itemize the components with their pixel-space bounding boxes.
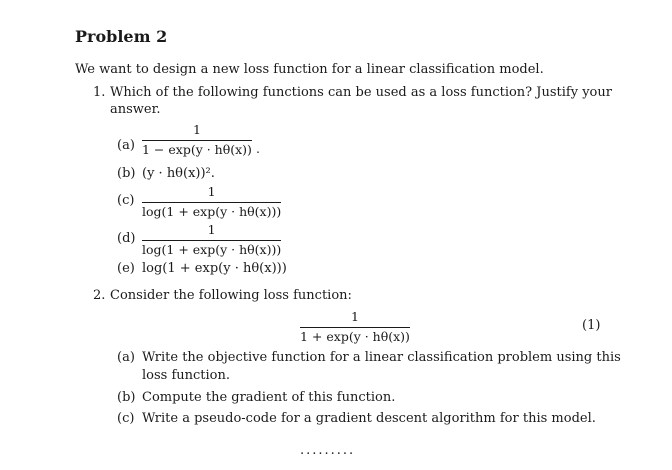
- part-b-label: (b): [117, 390, 136, 405]
- q1-text-line2: answer.: [110, 102, 161, 117]
- equation-denominator: 1 + exp(y · hθ(x)): [300, 328, 410, 344]
- option-a-fraction: [142, 124, 252, 156]
- equation-numerator: 1: [350, 309, 359, 324]
- part-a-label: (a): [117, 350, 135, 365]
- part-a-line1: Write the objective function for a linear classification problem using this: [142, 350, 621, 365]
- option-d-fraction: [142, 224, 281, 256]
- part-a-line2: loss function.: [142, 368, 231, 383]
- q1-text-line1: Which of the following functions can be used as a loss function? Justify your: [110, 85, 612, 100]
- part-c-label: (c): [117, 411, 135, 426]
- problem-intro: We want to design a new loss function for a linear classification model.: [75, 62, 544, 77]
- q1-number: 1.: [93, 85, 106, 100]
- part-c-text: Write a pseudo-code for a gradient descent algorithm for this model.: [142, 411, 596, 426]
- part-b-text: Compute the gradient of this function.: [142, 390, 396, 405]
- option-c-denominator: log(1 + exp(y · hθ(x))): [142, 203, 282, 219]
- option-a-label: (a): [117, 138, 135, 153]
- loss-equation: [300, 311, 410, 343]
- equation-tag: (1): [582, 318, 601, 333]
- option-a-denominator: 1 − exp(y · hθ(x)): [142, 141, 252, 157]
- option-b-label: (b): [117, 166, 136, 181]
- option-d-label: (d): [117, 231, 136, 246]
- option-e-expression: log(1 + exp(y · hθ(x))): [142, 261, 287, 276]
- q2-number: 2.: [93, 288, 106, 303]
- q2-text: Consider the following loss function:: [110, 288, 352, 303]
- option-c-label: (c): [117, 193, 135, 208]
- option-b-expression: (y · hθ(x))².: [142, 166, 215, 181]
- problem-title: Problem 2: [75, 27, 168, 46]
- option-e-label: (e): [117, 261, 135, 276]
- option-a-trail: .: [256, 141, 260, 156]
- option-a-numerator: 1: [192, 122, 201, 137]
- option-d-numerator: 1: [207, 222, 216, 237]
- option-c-numerator: 1: [207, 184, 216, 199]
- continuation-dots: .........: [300, 443, 356, 458]
- option-c-fraction: [142, 186, 281, 218]
- option-d-denominator: log(1 + exp(y · hθ(x))): [142, 241, 282, 257]
